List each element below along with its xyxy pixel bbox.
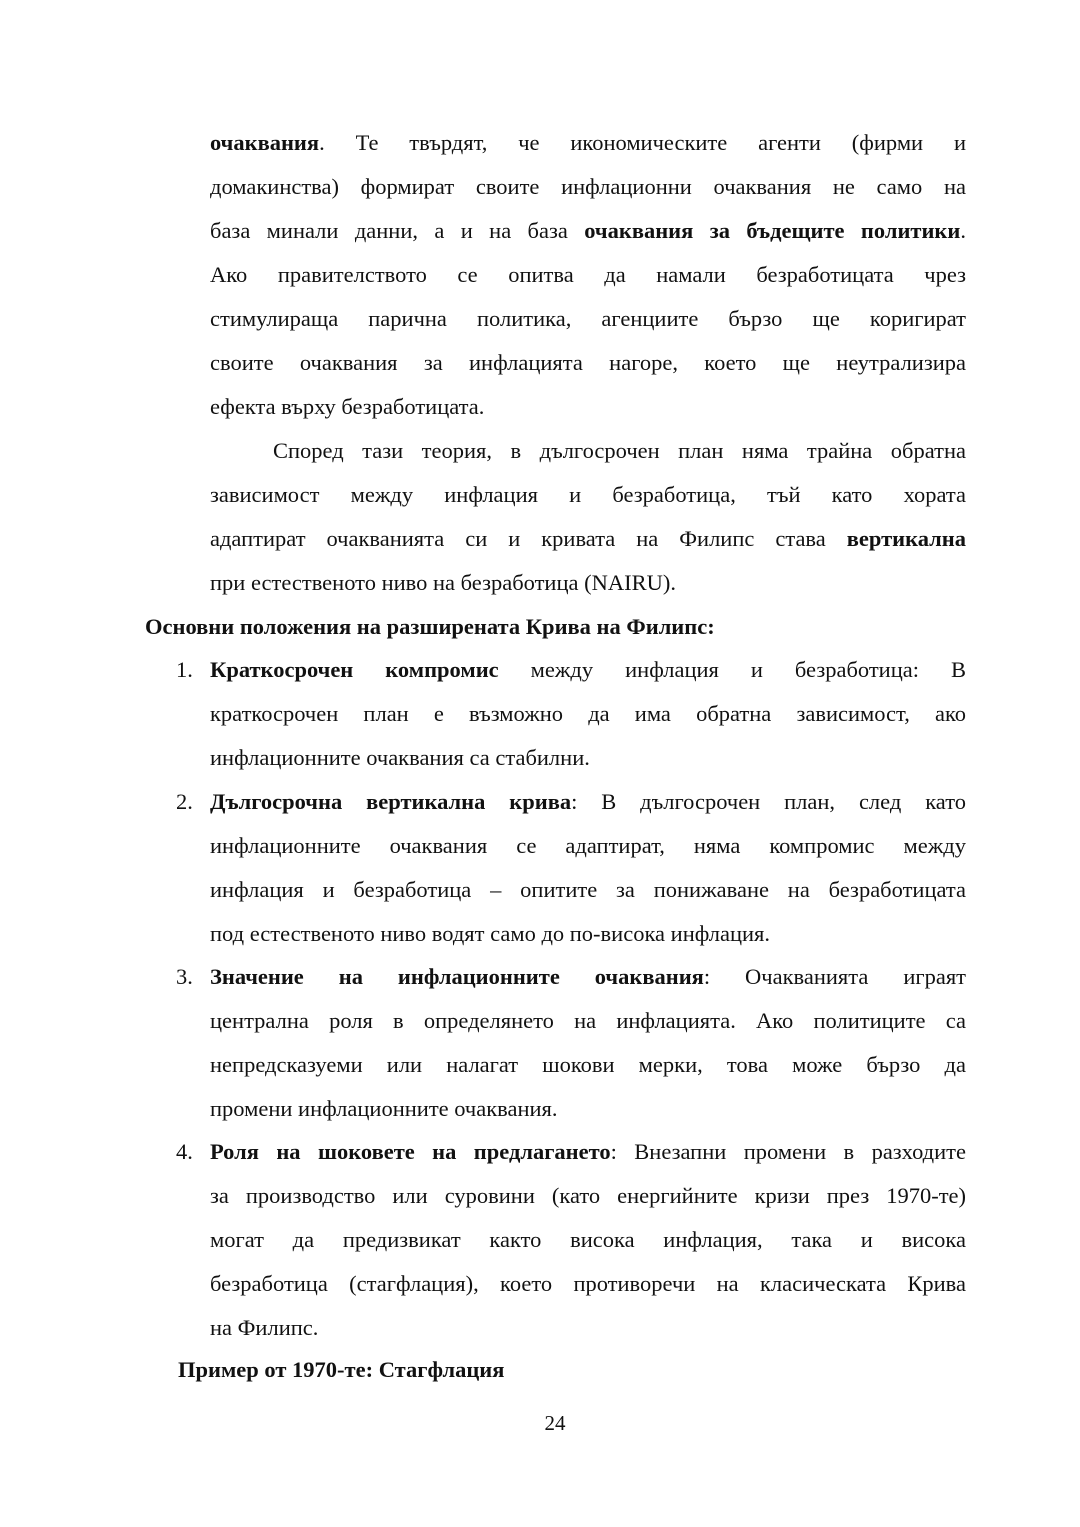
text-line: база минали данни, а и на база очаквания за бъдещите политики. — [210, 218, 966, 243]
list-item — [176, 780, 966, 956]
text-line: зависимост между инфлация и безработица, тъй като хората — [210, 482, 966, 507]
text-line: Значение на инфлационните очаквания: Очакванията играят — [210, 964, 967, 989]
list-number: 4. — [176, 1139, 193, 1164]
page-number: 24 — [544, 1411, 566, 1435]
paragraph — [210, 121, 966, 429]
text-line: безработица (стагфлация), което противоречи на класическата Крива — [210, 1271, 966, 1296]
text-line: Според тази теория, в дългосрочен план няма трайна обратна — [273, 438, 966, 463]
text-line: инфлация и безработица – опитите за понижаване на безработицата — [210, 877, 966, 902]
text-line: домакинства) формират своите инфлационни очаквания не само на — [210, 174, 966, 199]
section-heading: Основни положения на разширената Крива на Филипс: — [145, 614, 715, 639]
list-item — [176, 1130, 966, 1350]
list-item — [176, 648, 966, 780]
text-line: ефекта върху безработицата. — [210, 394, 485, 419]
text-line: централна роля в определянето на инфлацията. Ако политиците са — [210, 1008, 966, 1033]
paragraph — [210, 429, 966, 605]
list-number: 1. — [176, 657, 193, 682]
text-line: инфлационните очаквания се адаптират, няма компромис между — [210, 833, 966, 858]
text-line: за производство или суровини (като енергийните кризи през 1970-те) — [210, 1183, 966, 1208]
text-line: могат да предизвикат както висока инфлация, така и висока — [210, 1227, 966, 1252]
text-line: промени инфлационните очаквания. — [210, 1096, 558, 1121]
text-line: Роля на шоковете на предлагането: Внезапни промени в разходите — [210, 1139, 966, 1164]
text-line: на Филипс. — [210, 1315, 319, 1340]
text-line: стимулираща парична политика, агенциите бързо ще коригират — [210, 306, 966, 331]
list-item — [176, 955, 967, 1131]
text-line: инфлационните очаквания са стабилни. — [210, 745, 590, 770]
text-line: Краткосрочен компромис между инфлация и безработица: В — [210, 657, 966, 682]
text-line: очаквания. Те твърдят, че икономическите агенти (фирми и — [210, 130, 966, 155]
list-number: 3. — [176, 964, 193, 989]
text-line: адаптират очакванията си и кривата на Филипс става вертикална — [210, 526, 966, 551]
list-number: 2. — [176, 789, 193, 814]
text-line: непредсказуеми или налагат шокови мерки, това може бързо да — [210, 1052, 966, 1077]
text-line: под естественото ниво водят само до по-висока инфлация. — [210, 921, 771, 946]
text-line: краткосрочен план е възможно да има обратна зависимост, ако — [210, 701, 966, 726]
example-heading: Пример от 1970-те: Стагфлация — [178, 1357, 505, 1382]
text-line: Дългосрочна вертикална крива: В дългосрочен план, след като — [210, 789, 966, 814]
text-line: Ако правителството се опитва да намали безработицата чрез — [210, 262, 966, 287]
text-line: при естественото ниво на безработица (NAIRU). — [210, 570, 676, 595]
text-line: своите очаквания за инфлацията нагоре, което ще неутрализира — [210, 350, 966, 375]
